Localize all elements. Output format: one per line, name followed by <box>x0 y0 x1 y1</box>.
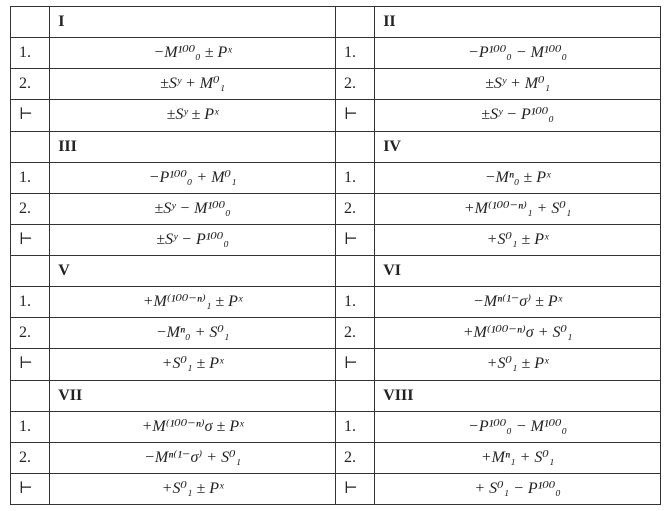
block-header-row <box>11 131 661 162</box>
block-title: II <box>375 7 661 38</box>
row-label: 1. <box>11 38 50 69</box>
row-label: ⊢ <box>11 349 50 380</box>
row-expression: + S⁰₁ − P¹⁰⁰₀ <box>375 473 661 504</box>
row-expression: −Mⁿ₀ + S⁰₁ <box>50 318 336 349</box>
table-row <box>11 349 661 380</box>
row-expression: +S⁰₁ ± Pˣ <box>50 473 336 504</box>
header-spacer <box>335 131 374 162</box>
row-label: 2. <box>335 193 374 224</box>
table-row <box>11 473 661 504</box>
row-expression: +Mⁿ₁ + S⁰₁ <box>375 442 661 473</box>
block-title: VIII <box>375 380 661 411</box>
row-label: ⊢ <box>335 100 374 131</box>
row-label: 2. <box>11 193 50 224</box>
row-expression: ±Sʸ ± Pˣ <box>50 100 336 131</box>
table-row <box>11 411 661 442</box>
row-label: 1. <box>335 162 374 193</box>
row-expression: −Mⁿ⁽¹⁻σ⁾ ± Pˣ <box>375 287 661 318</box>
row-expression: +S⁰₁ ± Pˣ <box>50 349 336 380</box>
row-expression: +S⁰₁ ± Pˣ <box>375 349 661 380</box>
header-spacer <box>11 256 50 287</box>
block-title: VI <box>375 256 661 287</box>
row-label: 1. <box>335 411 374 442</box>
header-spacer <box>11 7 50 38</box>
row-label: 2. <box>335 69 374 100</box>
row-expression: ±Sʸ − M¹⁰⁰₀ <box>50 193 336 224</box>
header-spacer <box>335 256 374 287</box>
row-expression: ±Sʸ + M⁰₁ <box>375 69 661 100</box>
row-expression: ±Sʸ + M⁰₁ <box>50 69 336 100</box>
table-row <box>11 69 661 100</box>
block-title: I <box>50 7 336 38</box>
row-label: ⊢ <box>335 349 374 380</box>
table-row <box>11 100 661 131</box>
header-spacer <box>11 380 50 411</box>
block-title: IV <box>375 131 661 162</box>
row-expression: −P¹⁰⁰₀ − M¹⁰⁰₀ <box>375 411 661 442</box>
row-expression: +M⁽¹⁰⁰⁻ⁿ⁾σ ± Pˣ <box>50 411 336 442</box>
row-label: ⊢ <box>11 224 50 255</box>
row-label: 2. <box>11 318 50 349</box>
block-header-row <box>11 256 661 287</box>
row-expression: −P¹⁰⁰₀ − M¹⁰⁰₀ <box>375 38 661 69</box>
block-header-row <box>11 380 661 411</box>
table-row <box>11 442 661 473</box>
row-label: 2. <box>11 442 50 473</box>
row-expression: +S⁰₁ ± Pˣ <box>375 224 661 255</box>
row-expression: ±Sʸ − P¹⁰⁰₀ <box>375 100 661 131</box>
row-label: 1. <box>335 287 374 318</box>
row-label: ⊢ <box>335 473 374 504</box>
row-label: ⊢ <box>335 224 374 255</box>
row-label: 1. <box>335 38 374 69</box>
row-label: 2. <box>335 442 374 473</box>
row-label: 1. <box>11 411 50 442</box>
row-label: 2. <box>11 69 50 100</box>
row-expression: −P¹⁰⁰₀ + M⁰₁ <box>50 162 336 193</box>
table-row <box>11 224 661 255</box>
table-row <box>11 193 661 224</box>
block-title: V <box>50 256 336 287</box>
header-spacer <box>335 7 374 38</box>
table-row <box>11 38 661 69</box>
row-expression: −Mⁿ⁽¹⁻σ⁾ + S⁰₁ <box>50 442 336 473</box>
block-title: VII <box>50 380 336 411</box>
row-expression: +M⁽¹⁰⁰⁻ⁿ⁾σ + S⁰₁ <box>375 318 661 349</box>
row-expression: ±Sʸ − P¹⁰⁰₀ <box>50 224 336 255</box>
row-label: 2. <box>335 318 374 349</box>
header-spacer <box>335 380 374 411</box>
row-label: 1. <box>11 162 50 193</box>
table-row <box>11 318 661 349</box>
row-label: ⊢ <box>11 473 50 504</box>
block-header-row <box>11 7 661 38</box>
row-expression: +M⁽¹⁰⁰⁻ⁿ⁾₁ + S⁰₁ <box>375 193 661 224</box>
table-row <box>11 162 661 193</box>
row-label: 1. <box>11 287 50 318</box>
row-expression: −M¹⁰⁰₀ ± Pˣ <box>50 38 336 69</box>
row-expression: −Mⁿ₀ ± Pˣ <box>375 162 661 193</box>
syllogism-table <box>10 6 661 505</box>
block-title: III <box>50 131 336 162</box>
row-expression: +M⁽¹⁰⁰⁻ⁿ⁾₁ ± Pˣ <box>50 287 336 318</box>
header-spacer <box>11 131 50 162</box>
table-row <box>11 287 661 318</box>
row-label: ⊢ <box>11 100 50 131</box>
